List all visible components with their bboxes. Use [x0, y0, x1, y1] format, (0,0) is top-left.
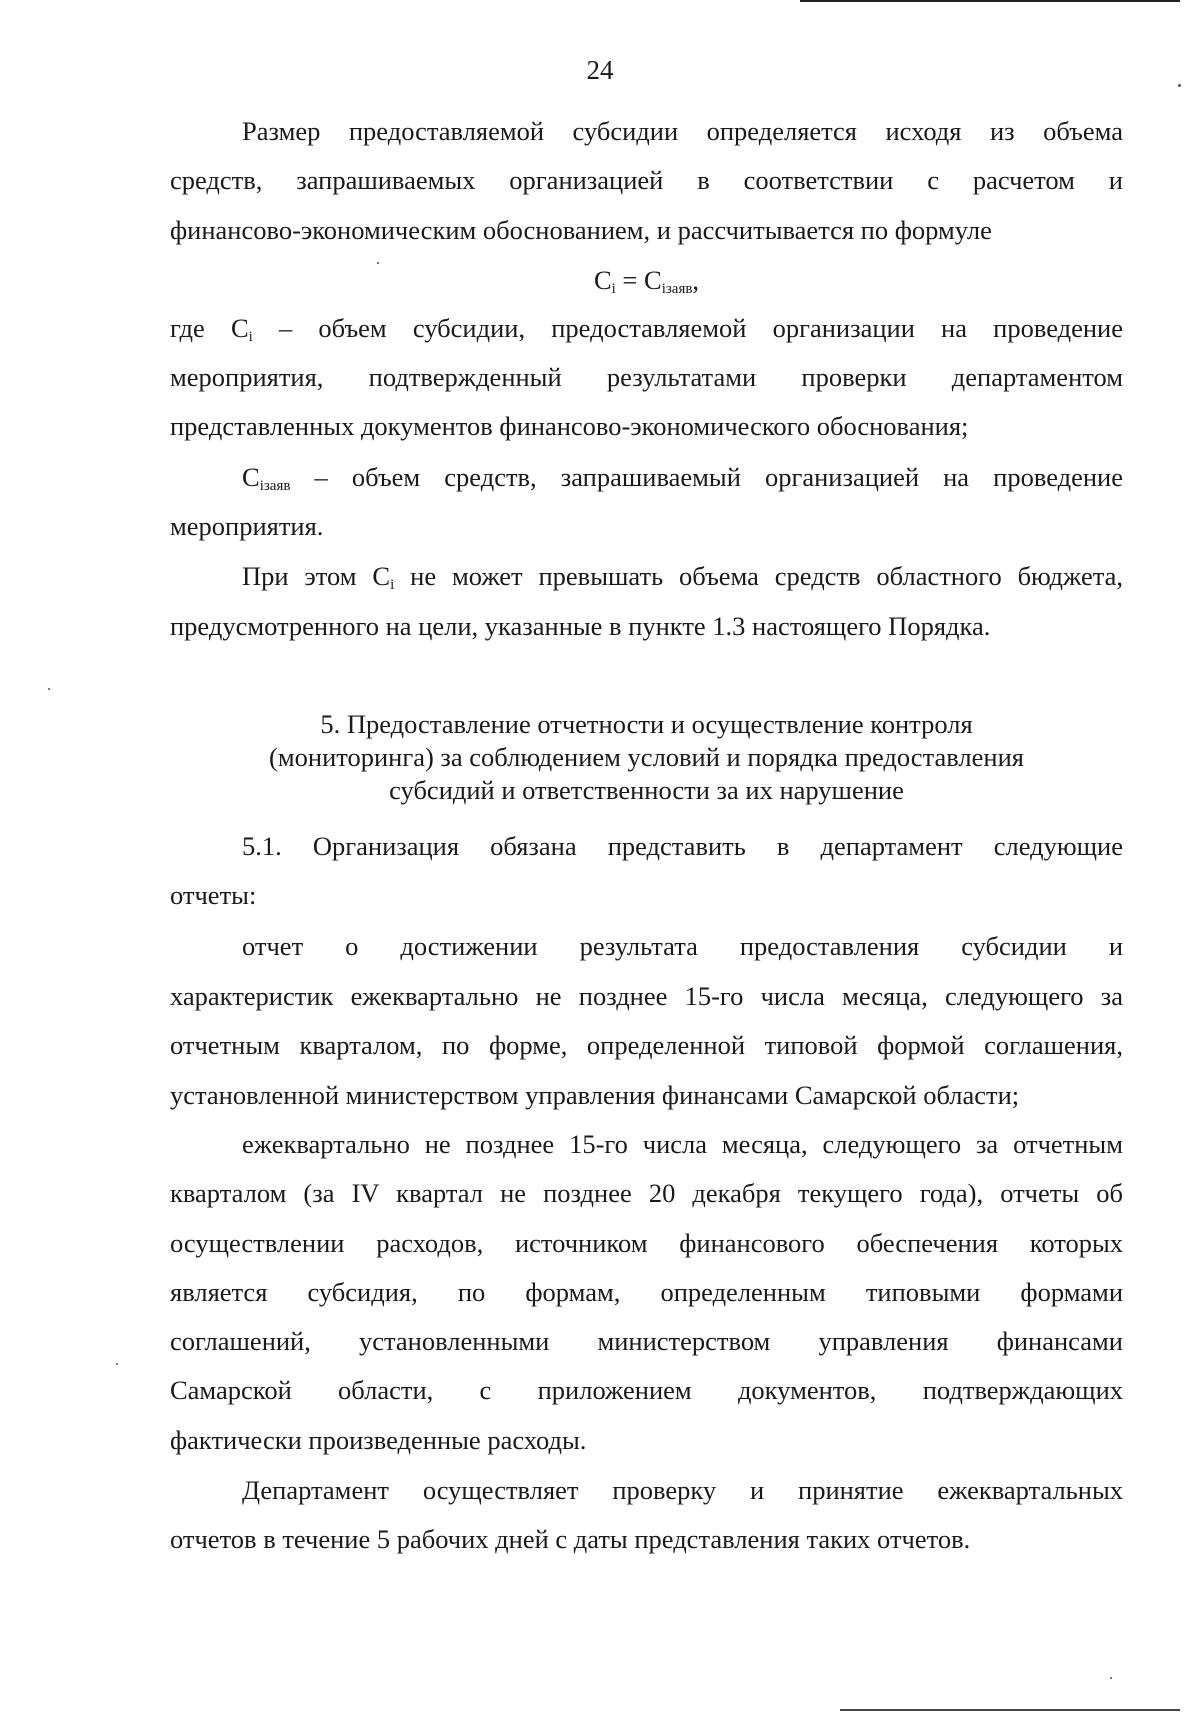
paragraph-line: где $C_i$ – объем субсидии, предоставляемой организации на проведение — [170, 313, 1123, 345]
page-number: 24 — [586, 55, 614, 85]
paragraph-line: является субсидия, по формам, определенным типовыми формами — [170, 1277, 1123, 1307]
top-rule — [800, 0, 1180, 2]
paragraph-line: мероприятия. — [170, 511, 324, 541]
section-title-line: 5. Предоставление отчетности и осуществление контроля — [320, 709, 973, 739]
formula: $C_i = C_{iзаяв}$, — [593, 265, 700, 297]
paragraph-line: отчетным кварталом, по форме, определенной типовой формой соглашения, — [170, 1030, 1123, 1060]
paragraph-line: осуществлении расходов, источником финансового обеспечения которых — [170, 1228, 1123, 1258]
paragraph-line: При этом $C_i$ не может превышать объема средств областного бюджета, — [242, 561, 1123, 593]
paragraph-line: Размер предоставляемой субсидии определяется исходя из объема — [242, 116, 1123, 146]
paragraph-line: отчетов в течение 5 рабочих дней с даты представления таких отчетов. — [170, 1524, 971, 1554]
paragraph-line: установленной министерством управления финансами Самарской области; — [170, 1080, 1020, 1110]
section-title-line: (мониторинга) за соблюдением условий и порядка предоставления — [269, 742, 1024, 772]
scan-speck — [377, 262, 379, 264]
paragraph-line: отчеты: — [170, 880, 257, 910]
paragraph-line: мероприятия, подтвержденный результатами проверки департаментом — [170, 362, 1123, 392]
paragraph-line: соглашений, установленными министерством управления финансами — [170, 1326, 1123, 1356]
paragraph-line: ежеквартально не позднее 15-го числа месяца, следующего за отчетным — [242, 1129, 1123, 1159]
paragraph-line: Самарской области, с приложением документов, подтверждающих — [170, 1375, 1123, 1405]
paragraph-line: фактически произведенные расходы. — [170, 1425, 587, 1455]
paragraph-line: кварталом (за IV квартал не позднее 20 декабря текущего года), отчеты об — [170, 1178, 1123, 1208]
paragraph-line: средств, запрашиваемых организацией в соответствии с расчетом и — [170, 165, 1123, 195]
paragraph-line: предусмотренного на цели, указанные в пункте 1.3 настоящего Порядка. — [170, 611, 991, 641]
paragraph-line: Департамент осуществляет проверку и принятие ежеквартальных — [242, 1475, 1123, 1505]
paragraph-line: $C_{iзаяв}$ – объем средств, запрашиваемый организацией на проведение — [242, 462, 1123, 494]
paragraph-line: 5.1. Организация обязана представить в департамент следующие — [242, 831, 1123, 861]
paragraph-line: отчет о достижении результата предоставления субсидии и — [242, 931, 1123, 961]
paragraph-line: представленных документов финансово-экономического обоснования; — [170, 411, 969, 441]
scan-speck — [1178, 84, 1181, 87]
scan-speck — [48, 688, 50, 690]
scan-speck — [116, 1363, 118, 1365]
section-title-line: субсидий и ответственности за их нарушение — [389, 775, 904, 805]
paragraph-line: финансово-экономическим обоснованием, и рассчитывается по формуле — [170, 215, 992, 245]
bottom-rule — [840, 1709, 1180, 1711]
scan-speck — [1110, 1677, 1112, 1679]
paragraph-line: характеристик ежеквартально не позднее 15-го числа месяца, следующего за — [170, 981, 1123, 1011]
